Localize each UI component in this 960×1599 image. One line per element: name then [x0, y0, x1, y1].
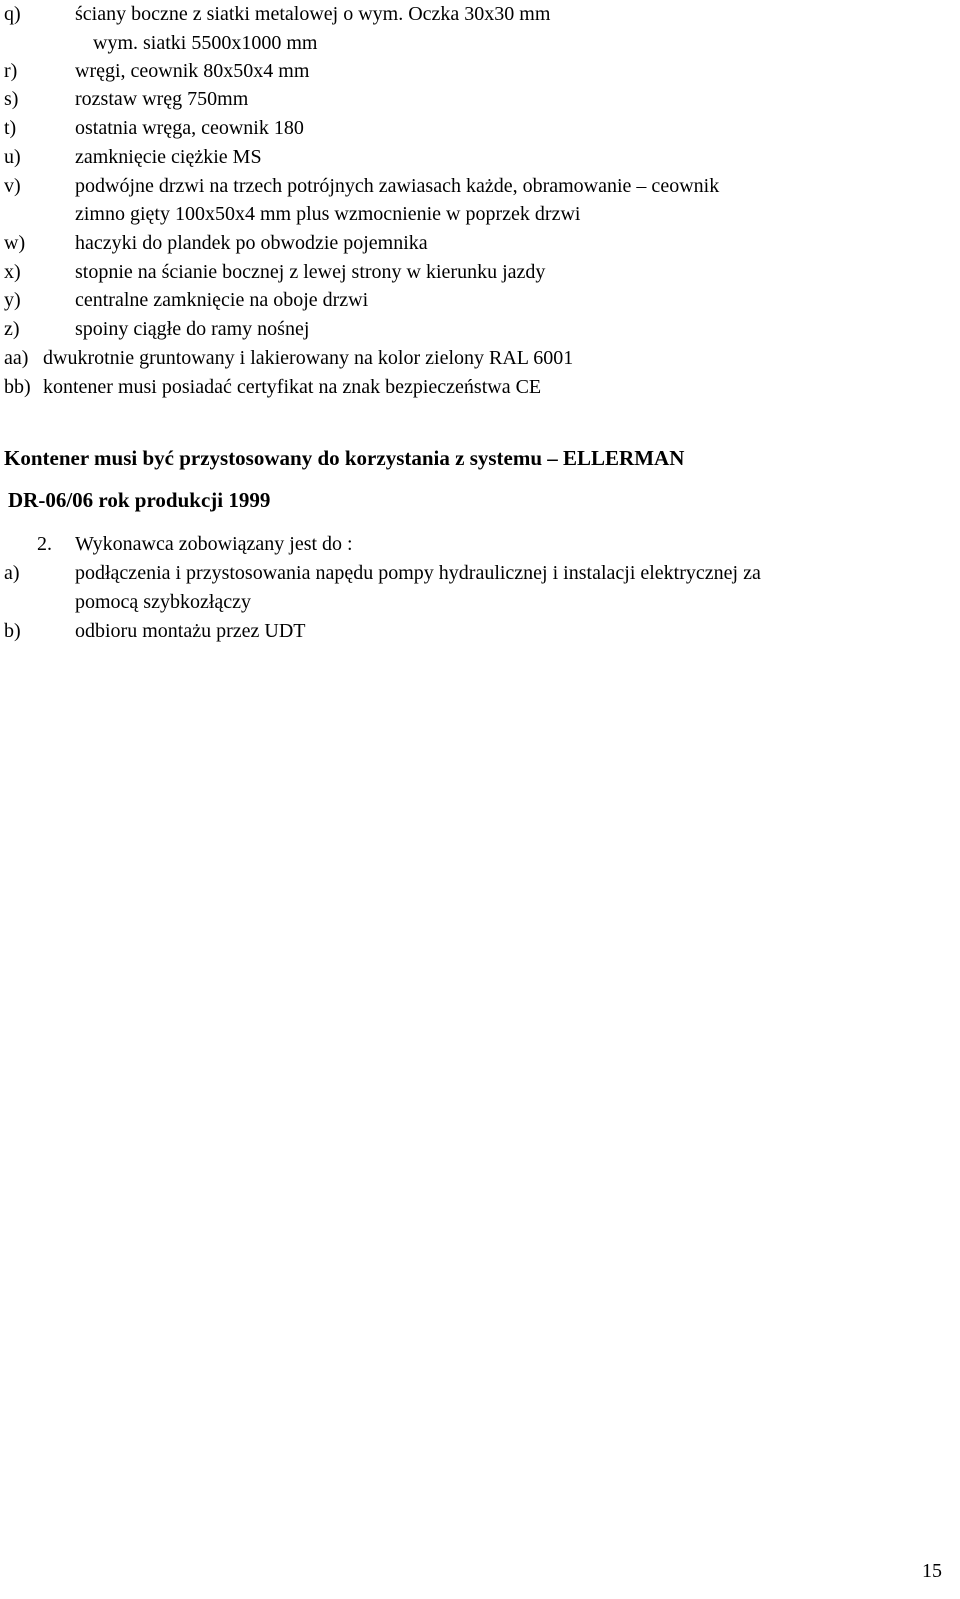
list-text: haczyki do plandek po obwodzie pojemnika	[75, 232, 428, 254]
list-item-q	[4, 2, 954, 26]
list-item-w	[4, 231, 954, 255]
list-text-continuation: zimno gięty 100x50x4 mm plus wzmocnienie w poprzek drzwi	[75, 203, 581, 225]
list-item-v-continuation	[75, 202, 580, 226]
list-text: spoiny ciągłe do ramy nośnej	[75, 318, 310, 340]
requirement-line-2: DR-06/06 rok produkcji 1999	[8, 488, 271, 512]
obligation-item-a	[4, 561, 954, 585]
list-text: ostatnia wręga, ceownik 180	[75, 117, 304, 139]
list-label: y)	[4, 289, 21, 311]
list-item-s	[4, 87, 954, 111]
list-text: odbioru montażu przez UDT	[75, 620, 306, 642]
list-text: rozstaw wręg 750mm	[75, 88, 249, 110]
list-label: u)	[4, 146, 21, 168]
list-item-r	[4, 59, 954, 83]
section-heading-text: Wykonawca zobowiązany jest do :	[75, 533, 353, 555]
list-item-x	[4, 260, 954, 284]
list-text: zamknięcie ciężkie MS	[75, 146, 262, 168]
list-text-continuation: pomocą szybkozłączy	[75, 591, 252, 613]
list-item-y	[4, 288, 954, 312]
list-label: s)	[4, 88, 19, 110]
list-text: ściany boczne z siatki metalowej o wym. Oczka 30x30 mm	[75, 3, 551, 25]
list-text: dwukrotnie gruntowany i lakierowany na kolor zielony RAL 6001	[43, 347, 574, 369]
section-number: 2.	[37, 533, 52, 555]
list-label: w)	[4, 232, 26, 254]
list-label: z)	[4, 318, 20, 340]
list-label: b)	[4, 620, 21, 642]
list-label: bb)	[4, 376, 31, 398]
list-text-continuation: wym. siatki 5500x1000 mm	[93, 32, 318, 54]
list-item-u	[4, 145, 954, 169]
list-item-q-continuation	[93, 31, 317, 55]
requirement-line-1: Kontener musi być przystosowany do korzystania z systemu – ELLERMAN	[4, 446, 685, 470]
list-label: x)	[4, 261, 21, 283]
list-item-v	[4, 174, 954, 198]
list-item-z	[4, 317, 954, 341]
obligation-item-a-continuation	[75, 590, 251, 614]
list-text: podwójne drzwi na trzech potrójnych zawiasach każde, obramowanie – ceownik	[75, 175, 720, 197]
list-label: r)	[4, 60, 18, 82]
list-text: stopnie na ścianie bocznej z lewej strony w kierunku jazdy	[75, 261, 546, 283]
list-item-aa	[4, 346, 954, 370]
list-label: aa)	[4, 347, 29, 369]
list-text: kontener musi posiadać certyfikat na znak bezpieczeństwa CE	[43, 376, 542, 398]
section-2-heading	[37, 532, 637, 556]
page-number: 15	[922, 1560, 942, 1582]
list-label: v)	[4, 175, 21, 197]
list-item-bb	[4, 375, 954, 399]
list-item-t	[4, 116, 954, 140]
list-label: t)	[4, 117, 17, 139]
list-label: q)	[4, 3, 21, 25]
list-text: centralne zamknięcie na oboje drzwi	[75, 289, 369, 311]
list-text: podłączenia i przystosowania napędu pompy hydraulicznej i instalacji elektrycznej za	[75, 562, 761, 584]
list-label: a)	[4, 562, 20, 584]
list-text: wręgi, ceownik 80x50x4 mm	[75, 60, 310, 82]
obligation-item-b	[4, 619, 954, 643]
